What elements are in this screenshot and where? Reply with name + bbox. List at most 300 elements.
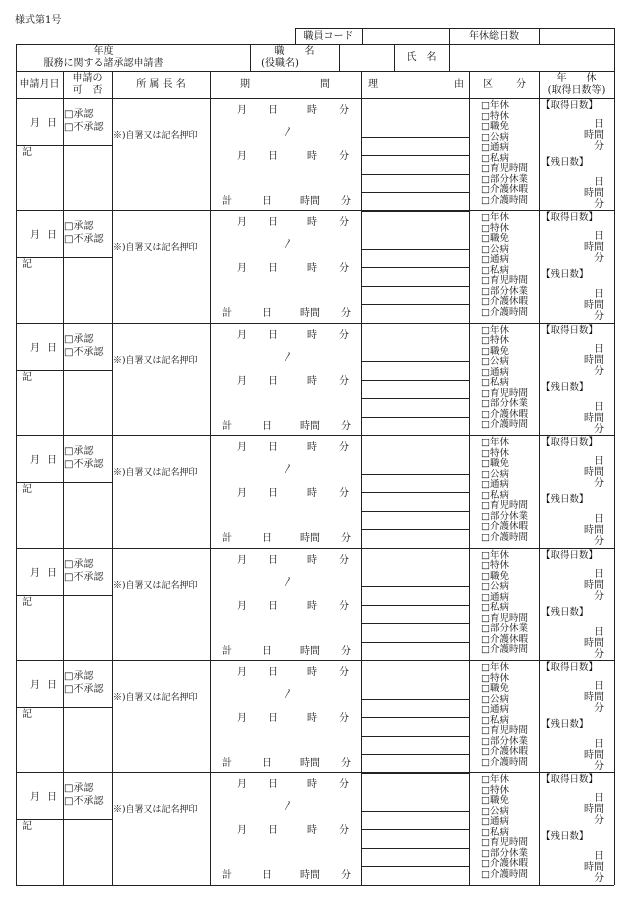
rule-line — [16, 98, 614, 99]
rule-line — [361, 642, 469, 643]
category-checkbox[interactable]: □通病 — [481, 366, 509, 378]
acquired-day: 日 — [594, 119, 604, 130]
acquired-hours: 時間 — [584, 354, 604, 366]
rule-line — [361, 660, 469, 661]
remaining-minute: 分 — [594, 536, 604, 548]
remaining-day: 日 — [594, 514, 604, 526]
rule-line — [16, 707, 112, 708]
rule-line — [16, 71, 17, 885]
remaining-day: 日 — [594, 401, 604, 413]
total-hours: 時間 — [300, 420, 320, 432]
rule-line — [361, 474, 469, 475]
category-checkbox[interactable]: □育児時間 — [481, 725, 528, 736]
total-day: 日 — [262, 196, 272, 207]
period-end-hour: 時 — [307, 488, 317, 500]
category-checkbox[interactable]: □年休 — [481, 549, 509, 561]
category-checkbox[interactable]: □介護休暇 — [481, 296, 528, 308]
disapprove-checkbox[interactable]: □不承認 — [64, 796, 104, 808]
range-mark: 〳 — [283, 239, 293, 251]
period-end-hour: 時 — [307, 600, 317, 612]
day-label: 日 — [47, 567, 57, 579]
rule-line — [449, 44, 450, 71]
period-end-month: 月 — [237, 825, 247, 837]
rule-line — [614, 71, 615, 885]
category-checkbox[interactable]: □職免 — [481, 345, 509, 357]
acquired-minute: 分 — [594, 703, 604, 714]
total-minute: 分 — [341, 533, 351, 545]
total-minute: 分 — [341, 870, 351, 882]
category-checkbox[interactable]: □年休 — [481, 437, 509, 449]
name-label: 氏 名 — [406, 52, 437, 63]
remaining-hours: 時間 — [584, 300, 604, 312]
total-minute: 分 — [341, 308, 351, 320]
acquired-day: 日 — [594, 568, 604, 580]
period-end-month: 月 — [237, 713, 247, 724]
rule-line — [361, 417, 469, 418]
category-checkbox[interactable]: □公病 — [481, 131, 509, 143]
period-start-minute: 分 — [339, 329, 349, 341]
category-checkbox[interactable]: □介護休暇 — [481, 184, 528, 195]
acquired-day: 日 — [594, 681, 604, 692]
rule-line — [361, 829, 469, 830]
signature-note: ※)自署又は記名押印 — [113, 131, 198, 141]
remaining-days-label: 【残日数】 — [541, 719, 589, 730]
col-category-a: 区 — [483, 79, 493, 90]
signature-note: ※)自署又は記名押印 — [113, 580, 198, 591]
total-day: 日 — [262, 308, 272, 320]
period-start-hour: 時 — [307, 667, 317, 678]
total-label: 計 — [222, 758, 232, 769]
period-start-minute: 分 — [339, 554, 349, 566]
period-start-month: 月 — [237, 667, 247, 678]
acquired-days-label: 【取得日数】 — [541, 662, 599, 673]
col-category-b: 分 — [516, 79, 526, 90]
category-checkbox[interactable]: □職免 — [481, 570, 509, 582]
category-checkbox[interactable]: □私病 — [481, 489, 509, 501]
period-start-minute: 分 — [339, 217, 349, 229]
rule-line — [361, 192, 469, 193]
category-checkbox[interactable]: □部分休業 — [481, 735, 528, 747]
remaining-day: 日 — [594, 177, 604, 188]
total-hours: 時間 — [300, 308, 320, 320]
category-checkbox[interactable]: □介護時間 — [481, 531, 528, 543]
remaining-day: 日 — [594, 851, 604, 863]
rule-line — [16, 435, 614, 436]
remaining-hours: 時間 — [584, 412, 604, 424]
category-checkbox[interactable]: □特休 — [481, 672, 509, 684]
category-checkbox[interactable]: □部分休業 — [481, 398, 528, 410]
total-day: 日 — [262, 758, 272, 769]
remaining-hours: 時間 — [584, 525, 604, 537]
remaining-days-label: 【残日数】 — [541, 157, 589, 168]
category-checkbox[interactable]: □部分休業 — [481, 510, 528, 522]
category-checkbox[interactable]: □通病 — [481, 591, 509, 603]
total-hours: 時間 — [300, 870, 320, 882]
remaining-minute: 分 — [594, 199, 604, 210]
category-checkbox[interactable]: □部分休業 — [481, 847, 528, 859]
signature-note: ※)自署又は記名押印 — [113, 805, 198, 816]
period-start-hour: 時 — [307, 329, 317, 341]
period-start-minute: 分 — [339, 442, 349, 454]
category-checkbox[interactable]: □介護時間 — [481, 419, 528, 431]
remaining-minute: 分 — [594, 873, 604, 885]
category-checkbox[interactable]: □育児時間 — [481, 387, 528, 399]
rule-line — [361, 361, 469, 362]
rule-line — [16, 885, 614, 886]
period-end-hour: 時 — [307, 713, 317, 724]
remaining-day: 日 — [594, 739, 604, 750]
remaining-hours: 時間 — [584, 637, 604, 649]
category-checkbox[interactable]: □私病 — [481, 826, 509, 838]
category-checkbox[interactable]: □通病 — [481, 142, 509, 153]
position-label: 職 名 — [274, 46, 315, 57]
rule-line — [361, 174, 469, 175]
period-end-day: 日 — [268, 488, 278, 500]
rule-line — [361, 137, 469, 138]
period-start-day: 日 — [268, 779, 278, 791]
category-checkbox[interactable]: □部分休業 — [481, 285, 528, 297]
category-checkbox[interactable]: □年休 — [481, 212, 509, 224]
category-checkbox[interactable]: □通病 — [481, 816, 509, 828]
category-checkbox[interactable]: □育児時間 — [481, 163, 528, 174]
category-checkbox[interactable]: □介護時間 — [481, 194, 528, 206]
remaining-day: 日 — [594, 626, 604, 638]
range-mark: 〳 — [283, 689, 293, 700]
remaining-days-label: 【残日数】 — [541, 269, 589, 281]
rule-line — [16, 660, 614, 661]
total-minute: 分 — [341, 196, 351, 207]
total-hours: 時間 — [300, 533, 320, 545]
employee-code-label: 職員コード — [303, 31, 354, 42]
col-approval-line2: 可 否 — [72, 85, 103, 96]
col-period-b: 間 — [320, 79, 330, 90]
disapprove-checkbox[interactable]: □不承認 — [64, 122, 104, 133]
period-end-day: 日 — [268, 600, 278, 612]
category-checkbox[interactable]: □私病 — [481, 714, 509, 726]
remaining-minute: 分 — [594, 311, 604, 323]
note-label: 記 — [22, 147, 32, 158]
period-start-day: 日 — [268, 105, 278, 116]
category-checkbox[interactable]: □私病 — [481, 377, 509, 389]
acquired-days-label: 【取得日数】 — [541, 100, 599, 111]
day-label: 日 — [47, 230, 57, 242]
category-checkbox[interactable]: □通病 — [481, 479, 509, 491]
col-reason-a: 理 — [368, 79, 378, 90]
rule-line — [361, 323, 469, 324]
category-checkbox[interactable]: □職免 — [481, 233, 509, 245]
category-checkbox[interactable]: □部分休業 — [481, 623, 528, 635]
period-end-minute: 分 — [339, 263, 349, 275]
disapprove-checkbox[interactable]: □不承認 — [64, 346, 104, 358]
remaining-hours: 時間 — [584, 862, 604, 874]
category-checkbox[interactable]: □特休 — [481, 447, 509, 459]
period-end-month: 月 — [237, 600, 247, 612]
remaining-minute: 分 — [594, 761, 604, 772]
acquired-day: 日 — [594, 456, 604, 468]
category-checkbox[interactable]: □介護休暇 — [481, 521, 528, 533]
disapprove-checkbox[interactable]: □不承認 — [64, 234, 104, 246]
period-start-day: 日 — [268, 667, 278, 678]
period-end-month: 月 — [237, 488, 247, 500]
approve-checkbox[interactable]: □承認 — [64, 783, 94, 795]
rule-line — [361, 211, 469, 212]
rule-line — [16, 44, 295, 45]
total-day: 日 — [262, 533, 272, 545]
month-label: 月 — [30, 455, 40, 467]
period-start-month: 月 — [237, 779, 247, 791]
category-checkbox[interactable]: □年休 — [481, 324, 509, 336]
acquired-minute: 分 — [594, 253, 604, 265]
rule-line — [614, 44, 615, 71]
category-checkbox[interactable]: □公病 — [481, 805, 509, 817]
category-checkbox[interactable]: □通病 — [481, 704, 509, 715]
acquired-hours: 時間 — [584, 242, 604, 254]
acquired-days-label: 【取得日数】 — [541, 549, 599, 561]
total-minute: 分 — [341, 758, 351, 769]
rule-line — [361, 623, 469, 624]
col-period-a: 期 — [240, 79, 250, 90]
rule-line — [361, 492, 469, 493]
period-end-day: 日 — [268, 375, 278, 387]
category-checkbox[interactable]: □職免 — [481, 121, 509, 132]
category-checkbox[interactable]: □年休 — [481, 100, 509, 111]
acquired-day: 日 — [594, 793, 604, 805]
note-label: 記 — [22, 596, 32, 608]
period-start-month: 月 — [237, 217, 247, 229]
category-checkbox[interactable]: □介護休暇 — [481, 408, 528, 420]
period-end-minute: 分 — [339, 713, 349, 724]
period-start-hour: 時 — [307, 779, 317, 791]
category-checkbox[interactable]: □特休 — [481, 560, 509, 572]
approve-checkbox[interactable]: □承認 — [64, 671, 94, 682]
acquired-days-label: 【取得日数】 — [541, 212, 599, 224]
period-end-month: 月 — [237, 151, 247, 162]
total-hours: 時間 — [300, 645, 320, 657]
rule-line — [16, 370, 112, 371]
total-hours: 時間 — [300, 758, 320, 769]
rule-line — [361, 586, 469, 587]
category-checkbox[interactable]: □職免 — [481, 458, 509, 470]
rule-line — [295, 28, 614, 29]
day-label: 日 — [47, 342, 57, 354]
approve-checkbox[interactable]: □承認 — [64, 333, 94, 345]
period-start-month: 月 — [237, 329, 247, 341]
period-end-day: 日 — [268, 825, 278, 837]
acquired-hours: 時間 — [584, 130, 604, 141]
period-start-month: 月 — [237, 554, 247, 566]
category-checkbox[interactable]: □介護時間 — [481, 868, 528, 880]
period-start-month: 月 — [237, 105, 247, 116]
category-checkbox[interactable]: □年休 — [481, 662, 509, 673]
period-end-month: 月 — [237, 263, 247, 275]
acquired-minute: 分 — [594, 815, 604, 827]
rule-line — [361, 848, 469, 849]
range-mark: 〳 — [283, 464, 293, 476]
remaining-days-label: 【残日数】 — [541, 494, 589, 506]
category-checkbox[interactable]: □公病 — [481, 581, 509, 593]
disapprove-checkbox[interactable]: □不承認 — [64, 571, 104, 583]
total-minute: 分 — [341, 420, 351, 432]
acquired-days-label: 【取得日数】 — [541, 324, 599, 336]
period-end-hour: 時 — [307, 375, 317, 387]
approve-checkbox[interactable]: □承認 — [64, 109, 94, 120]
period-end-minute: 分 — [339, 151, 349, 162]
rule-line — [614, 28, 615, 44]
signature-note: ※)自署又は記名押印 — [113, 693, 198, 703]
acquired-minute: 分 — [594, 365, 604, 377]
remaining-minute: 分 — [594, 648, 604, 660]
rule-line — [469, 71, 470, 885]
month-label: 月 — [30, 342, 40, 354]
range-mark: 〳 — [283, 351, 293, 363]
period-start-minute: 分 — [339, 779, 349, 791]
acquired-hours: 時間 — [584, 692, 604, 703]
signature-note: ※)自署又は記名押印 — [113, 243, 198, 254]
period-start-hour: 時 — [307, 217, 317, 229]
rule-line — [361, 699, 469, 700]
period-start-day: 日 — [268, 442, 278, 454]
period-end-minute: 分 — [339, 825, 349, 837]
total-label: 計 — [222, 533, 232, 545]
col-leave-line2: (取得日数等) — [547, 85, 606, 96]
acquired-day: 日 — [594, 343, 604, 355]
rule-line — [210, 71, 211, 885]
remaining-days-label: 【残日数】 — [541, 606, 589, 618]
period-start-minute: 分 — [339, 667, 349, 678]
category-checkbox[interactable]: □特休 — [481, 222, 509, 234]
category-checkbox[interactable]: □公病 — [481, 468, 509, 480]
approve-checkbox[interactable]: □承認 — [64, 558, 94, 570]
annual-leave-total-label: 年休総日数 — [469, 31, 519, 42]
acquired-hours: 時間 — [584, 804, 604, 816]
range-mark: 〳 — [283, 801, 293, 813]
acquired-hours: 時間 — [584, 467, 604, 479]
total-label: 計 — [222, 196, 232, 207]
approve-checkbox[interactable]: □承認 — [64, 221, 94, 233]
signature-note: ※)自署又は記名押印 — [113, 468, 198, 479]
period-end-day: 日 — [268, 713, 278, 724]
category-checkbox[interactable]: □育児時間 — [481, 275, 528, 287]
month-label: 月 — [30, 567, 40, 579]
category-checkbox[interactable]: □育児時間 — [481, 837, 528, 849]
total-label: 計 — [222, 870, 232, 882]
note-label: 記 — [22, 709, 32, 720]
total-hours: 時間 — [300, 196, 320, 207]
category-checkbox[interactable]: □私病 — [481, 264, 509, 276]
year-label: 年度 — [93, 46, 114, 57]
rule-line — [361, 435, 469, 436]
acquired-day: 日 — [594, 231, 604, 243]
category-checkbox[interactable]: □特休 — [481, 335, 509, 347]
category-checkbox[interactable]: □介護休暇 — [481, 633, 528, 645]
acquired-minute: 分 — [594, 590, 604, 602]
category-checkbox[interactable]: □通病 — [481, 254, 509, 266]
rule-line — [361, 773, 469, 774]
remaining-day: 日 — [594, 289, 604, 301]
rule-line — [361, 267, 469, 268]
category-checkbox[interactable]: □私病 — [481, 602, 509, 614]
disapprove-checkbox[interactable]: □不承認 — [64, 459, 104, 471]
note-label: 記 — [22, 371, 32, 383]
category-checkbox[interactable]: □公病 — [481, 243, 509, 255]
day-label: 日 — [47, 455, 57, 467]
month-label: 月 — [30, 118, 40, 129]
total-label: 計 — [222, 420, 232, 432]
period-start-month: 月 — [237, 442, 247, 454]
acquired-minute: 分 — [594, 478, 604, 490]
category-checkbox[interactable]: □部分休業 — [481, 173, 528, 185]
rule-line — [361, 529, 469, 530]
day-label: 日 — [47, 118, 57, 129]
category-checkbox[interactable]: □介護休暇 — [481, 746, 528, 757]
category-checkbox[interactable]: □職免 — [481, 683, 509, 694]
category-checkbox[interactable]: □育児時間 — [481, 500, 528, 512]
signature-note: ※)自署又は記名押印 — [113, 355, 198, 366]
disapprove-checkbox[interactable]: □不承認 — [64, 684, 104, 695]
rule-line — [361, 304, 469, 305]
col-reason-b: 由 — [454, 79, 464, 90]
rule-line — [361, 511, 469, 512]
period-end-minute: 分 — [339, 375, 349, 387]
note-label: 記 — [22, 259, 32, 271]
day-label: 日 — [47, 792, 57, 804]
col-supervisor: 所 属 長 名 — [136, 79, 186, 90]
period-start-hour: 時 — [307, 442, 317, 454]
rule-line — [361, 605, 469, 606]
rule-line — [16, 548, 614, 549]
month-label: 月 — [30, 680, 40, 691]
total-label: 計 — [222, 645, 232, 657]
category-checkbox[interactable]: □特休 — [481, 784, 509, 796]
category-checkbox[interactable]: □介護休暇 — [481, 858, 528, 870]
approve-checkbox[interactable]: □承認 — [64, 446, 94, 458]
category-checkbox[interactable]: □介護時間 — [481, 644, 528, 656]
category-checkbox[interactable]: □職免 — [481, 795, 509, 807]
rule-line — [361, 811, 469, 812]
category-checkbox[interactable]: □年休 — [481, 774, 509, 786]
remaining-days-label: 【残日数】 — [541, 381, 589, 393]
period-end-month: 月 — [237, 375, 247, 387]
rule-line — [361, 754, 469, 755]
period-start-day: 日 — [268, 329, 278, 341]
period-start-hour: 時 — [307, 105, 317, 116]
remaining-hours: 時間 — [584, 188, 604, 199]
category-checkbox[interactable]: □育児時間 — [481, 612, 528, 624]
category-checkbox[interactable]: □私病 — [481, 152, 509, 164]
note-label: 記 — [22, 821, 32, 833]
month-label: 月 — [30, 230, 40, 242]
rule-line — [361, 71, 362, 885]
position-sub-label: (役職名) — [261, 58, 299, 69]
total-minute: 分 — [341, 645, 351, 657]
category-checkbox[interactable]: □公病 — [481, 693, 509, 705]
category-checkbox[interactable]: □公病 — [481, 356, 509, 368]
category-checkbox[interactable]: □介護時間 — [481, 756, 528, 768]
rule-line — [16, 71, 614, 72]
rule-line — [339, 44, 340, 71]
rule-line — [16, 772, 614, 773]
note-label: 記 — [22, 484, 32, 496]
rule-line — [16, 145, 112, 146]
acquired-days-label: 【取得日数】 — [541, 774, 599, 786]
rule-line — [16, 595, 112, 596]
month-label: 月 — [30, 792, 40, 804]
range-mark: 〳 — [283, 576, 293, 588]
category-checkbox[interactable]: □介護時間 — [481, 306, 528, 318]
rule-line — [361, 866, 469, 867]
rule-line — [63, 71, 64, 885]
category-checkbox[interactable]: □特休 — [481, 110, 509, 122]
